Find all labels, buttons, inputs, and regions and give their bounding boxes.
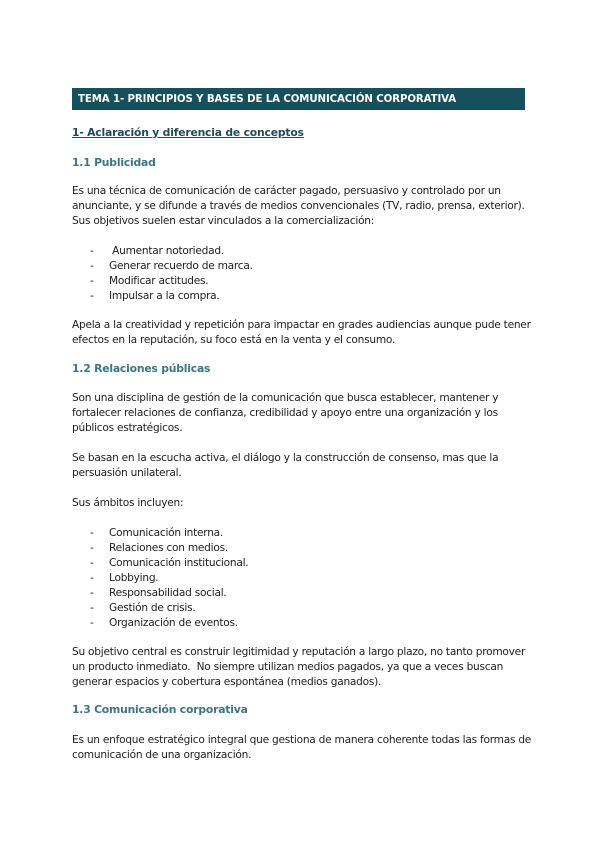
list-item	[90, 586, 248, 601]
relaciones-scopes-list	[90, 526, 248, 631]
subheading-relaciones-publicas: 1.2 Relaciones públicas	[72, 362, 211, 375]
dash-bullet-icon: -	[90, 557, 94, 569]
list-item	[90, 601, 248, 616]
list-item	[90, 289, 253, 304]
list-item	[90, 616, 248, 631]
relaciones-intro-paragraph	[72, 391, 542, 436]
text-line: Sus ámbitos incluyen:	[72, 497, 184, 509]
dash-bullet-icon: -	[90, 572, 94, 584]
publicidad-objectives-list	[90, 244, 253, 304]
text-line: fortalecer relaciones de confianza, credibilidad y apoyo entre una organización y los	[72, 407, 498, 419]
text-line: Se basan en la escucha activa, el diálogo y la construcción de consenso, mas que la	[72, 452, 499, 464]
list-item-text: Gestión de crisis.	[109, 602, 196, 614]
text-line: Es un enfoque estratégico integral que gestiona de manera coherente todas las formas de	[72, 734, 532, 746]
relaciones-closing-paragraph	[72, 645, 542, 690]
dash-bullet-icon: -	[90, 617, 94, 629]
list-item	[90, 274, 253, 289]
text-line: públicos estratégicos.	[72, 422, 183, 434]
text-line: Apela a la creatividad y repetición para impactar en grades audiencias aunque pude tener	[72, 319, 531, 331]
text-line: comunicación de una organización.	[72, 749, 252, 761]
chapter-title: TEMA 1- PRINCIPIOS Y BASES DE LA COMUNICACIÓN CORPORATIVA	[78, 93, 457, 105]
text-line: Son una disciplina de gestión de la comunicación que busca establecer, mantener y	[72, 392, 499, 404]
list-item-text: Comunicación interna.	[109, 527, 224, 539]
list-item	[90, 259, 253, 274]
list-item-text: Modificar actitudes.	[109, 275, 209, 287]
subheading-publicidad: 1.1 Publicidad	[72, 156, 156, 169]
list-item-text: Organización de eventos.	[109, 617, 238, 629]
list-item-text: Responsabilidad social.	[109, 587, 227, 599]
dash-bullet-icon: -	[90, 245, 94, 257]
dash-bullet-icon: -	[90, 275, 94, 287]
list-item	[90, 526, 248, 541]
chapter-title-bar	[72, 88, 525, 110]
list-item-text: Lobbying.	[109, 572, 159, 584]
subheading-comunicacion-corporativa: 1.3 Comunicación corporativa	[72, 703, 248, 716]
dash-bullet-icon: -	[90, 602, 94, 614]
relaciones-scope-intro	[72, 496, 542, 511]
dash-bullet-icon: -	[90, 587, 94, 599]
dash-bullet-icon: -	[90, 542, 94, 554]
section-heading: 1- Aclaración y diferencia de conceptos	[72, 126, 304, 139]
dash-bullet-icon: -	[90, 527, 94, 539]
list-item	[90, 541, 248, 556]
list-item-text: Aumentar notoriedad.	[109, 245, 224, 257]
list-item	[90, 571, 248, 586]
text-line: Sus objetivos suelen estar vinculados a la comercialización:	[72, 215, 375, 227]
text-line: anunciante, y se difunde a través de medios convencionales (TV, radio, prensa, exterior).	[72, 200, 525, 212]
relaciones-basis-paragraph	[72, 451, 542, 481]
list-item-text: Generar recuerdo de marca.	[109, 260, 253, 272]
list-item	[90, 556, 248, 571]
text-line: un producto inmediato. No siempre utilizan medios pagados, ya que a veces buscan	[72, 661, 504, 673]
text-line: efectos en la reputación, su foco está en la venta y el consumo.	[72, 334, 396, 346]
text-line: persuasión unilateral.	[72, 467, 182, 479]
list-item-text: Relaciones con medios.	[109, 542, 228, 554]
publicidad-closing-paragraph	[72, 318, 542, 348]
dash-bullet-icon: -	[90, 290, 94, 302]
list-item	[90, 244, 253, 259]
list-item-text: Impulsar a la compra.	[109, 290, 220, 302]
comunicacion-corporativa-paragraph	[72, 733, 542, 763]
list-item-text: Comunicación institucional.	[109, 557, 249, 569]
text-line: Su objetivo central es construir legitimidad y reputación a largo plazo, no tanto promover	[72, 646, 526, 658]
publicidad-intro-paragraph	[72, 184, 542, 229]
text-line: Es una técnica de comunicación de carácter pagado, persuasivo y controlado por un	[72, 185, 501, 197]
text-line: generar espacios y cobertura espontánea (medios ganados).	[72, 676, 382, 688]
dash-bullet-icon: -	[90, 260, 94, 272]
